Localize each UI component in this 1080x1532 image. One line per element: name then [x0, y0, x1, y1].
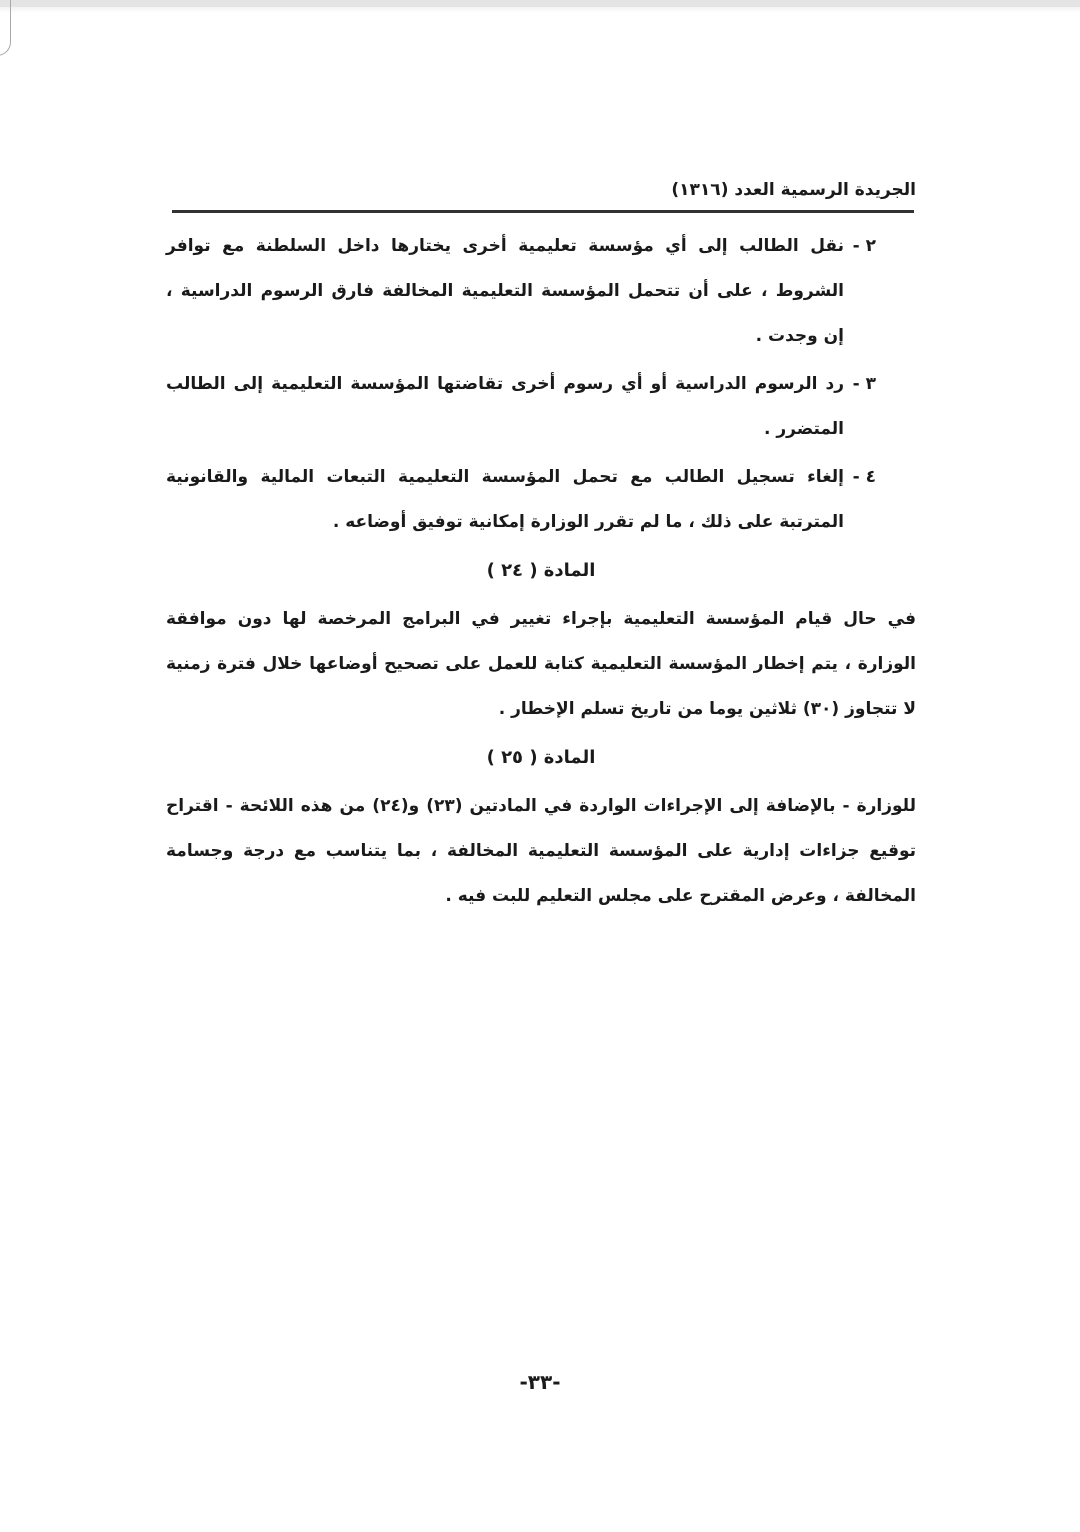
running-header: الجريدة الرسمية العدد (١٣١٦) [671, 180, 916, 200]
article-25-title: المادة ( ٢٥ ) [486, 747, 596, 768]
header-rule [172, 210, 914, 213]
list-item [166, 224, 916, 359]
list-item [166, 455, 916, 545]
list-item-number: ٣ - [852, 374, 876, 394]
list-item [166, 362, 916, 452]
list-item-text: رد الرسوم الدراسية أو أي رسوم أخرى تقاضتها المؤسسة التعليمية إلى الطالب المتضرر . [166, 374, 844, 439]
document-page [166, 176, 916, 919]
list-item-text: إلغاء تسجيل الطالب مع تحمل المؤسسة التعليمية التبعات المالية والقانونية المترتبة على ذلك ، ما لم تقرر الوزارة إمكانية توفيق أوضاعه . [166, 467, 844, 532]
viewer-top-bar [0, 0, 1080, 7]
list-item-number: ٢ - [852, 236, 876, 256]
article-24-title: المادة ( ٢٤ ) [486, 560, 596, 581]
page-number: -٣٣- [519, 1370, 561, 1394]
list-item-number: ٤ - [852, 467, 876, 487]
list-item-text: نقل الطالب إلى أي مؤسسة تعليمية أخرى يختارها داخل السلطنة مع توافر الشروط ، على أن تتحمل المؤسسة التعليمية المخالفة فارق الرسوم الدراسية ، إن وجدت . [166, 236, 844, 346]
viewer-top-bar-shadow [0, 7, 1080, 13]
article-25-body: للوزارة - بالإضافة إلى الإجراءات الواردة في المادتين (٢٣) و(٢٤) من هذه اللائحة - اقتراح توقيع جزاءات إدارية على المؤسسة التعليمية المخالفة ، بما يتناسب مع درجة وجسامة المخالفة ، وعرض المقترح على مجلس التعليم للبت فيه . [166, 796, 916, 906]
article-24-body: في حال قيام المؤسسة التعليمية بإجراء تغيير في البرامج المرخصة لها دون موافقة الوزارة ، يتم إخطار المؤسسة التعليمية كتابة للعمل على تصحيح أوضاعها خلال فترة زمنية لا تتجاوز (٣٠) ثلاثين يوما من تاريخ تسلم الإخطار . [166, 609, 916, 719]
viewer-frame-corner [0, 0, 11, 56]
